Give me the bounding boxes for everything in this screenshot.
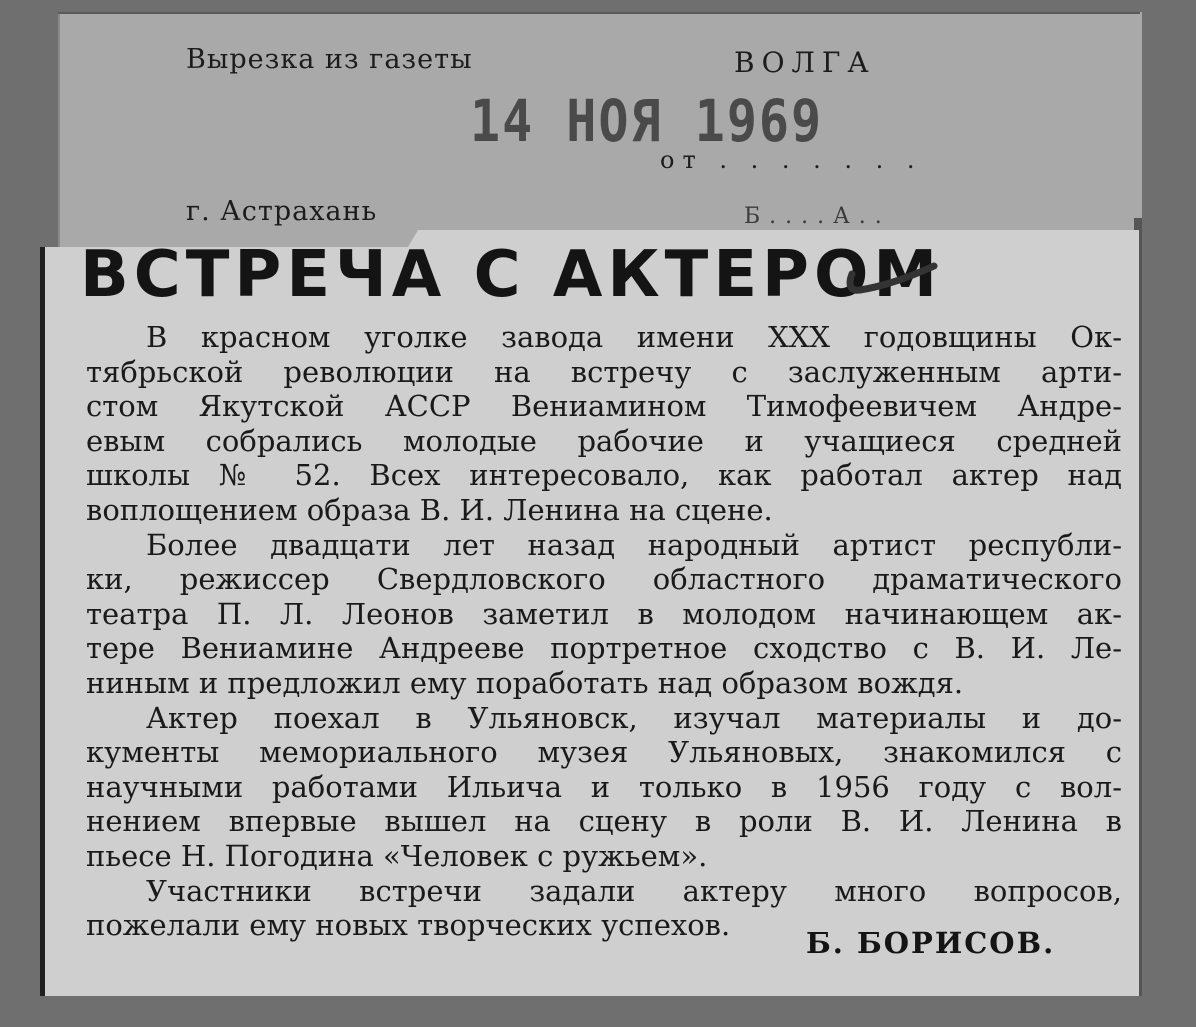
- article-line: Актер поехал в Ульяновск, изучал материалы и до-: [146, 700, 1122, 735]
- article-line: тере Вениамине Андрееве портретное сходство с В. И. Ле-: [86, 631, 1122, 666]
- article-line: Участники встречи задали актеру много вопросов,: [146, 873, 1122, 908]
- article-line: пожелали ему новых творческих успехов.: [86, 908, 731, 943]
- from-label: от . . . . . . .: [660, 146, 923, 174]
- article-line: кументы мемориального музея Ульяновых, знакомился с: [86, 735, 1122, 770]
- article-body: [86, 320, 1122, 943]
- article-line: Более двадцати лет назад народный артист республи-: [146, 527, 1122, 562]
- article-line: пьесе Н. Погодина «Человек с ружьем».: [86, 838, 708, 873]
- article-line: театра П. Л. Леонов заметил в молодом начинающем ак-: [86, 596, 1122, 631]
- article-line: В красном уголке завода имени XXX годовщины Ок-: [146, 320, 1122, 354]
- article-headline: ВСТРЕЧА С АКТЕРОМ: [80, 238, 943, 312]
- article-line: воплощением образа В. И. Ленина на сцене.: [86, 492, 773, 527]
- cutting-label: Вырезка из газеты: [186, 44, 473, 75]
- author-signature: Б. БОРИСОВ.: [806, 926, 1056, 960]
- article-line: ниным и предложил ему поработать над образом вождя.: [86, 665, 964, 700]
- newspaper-name: ВОЛГА: [734, 46, 876, 79]
- article-line: евым собрались молодые рабочие и учащиеся средней: [86, 423, 1122, 458]
- article-line: школы № 52. Всех интересовало, как работал актер над: [86, 458, 1122, 493]
- checkmark-icon: [846, 260, 938, 300]
- city-label: г. Астрахань: [186, 196, 378, 227]
- article-line: ки, режиссер Свердловского областного драматического: [86, 562, 1122, 597]
- card-edge: [58, 12, 1140, 14]
- article-line: нением впервые вышел на сцену в роли В. И. Ленина в: [86, 804, 1122, 839]
- article-line: научными работами Ильича и только в 1956 году с вол-: [86, 769, 1122, 804]
- article-line: стом Якутской АССР Вениамином Тимофеевичем Андре-: [86, 389, 1122, 424]
- covered-header-text: Б . . . . А . .: [744, 204, 883, 229]
- date-stamp: 14 НОЯ 1969: [470, 88, 824, 155]
- article-line: тябрьской революции на встречу с заслуженным арти-: [86, 354, 1122, 389]
